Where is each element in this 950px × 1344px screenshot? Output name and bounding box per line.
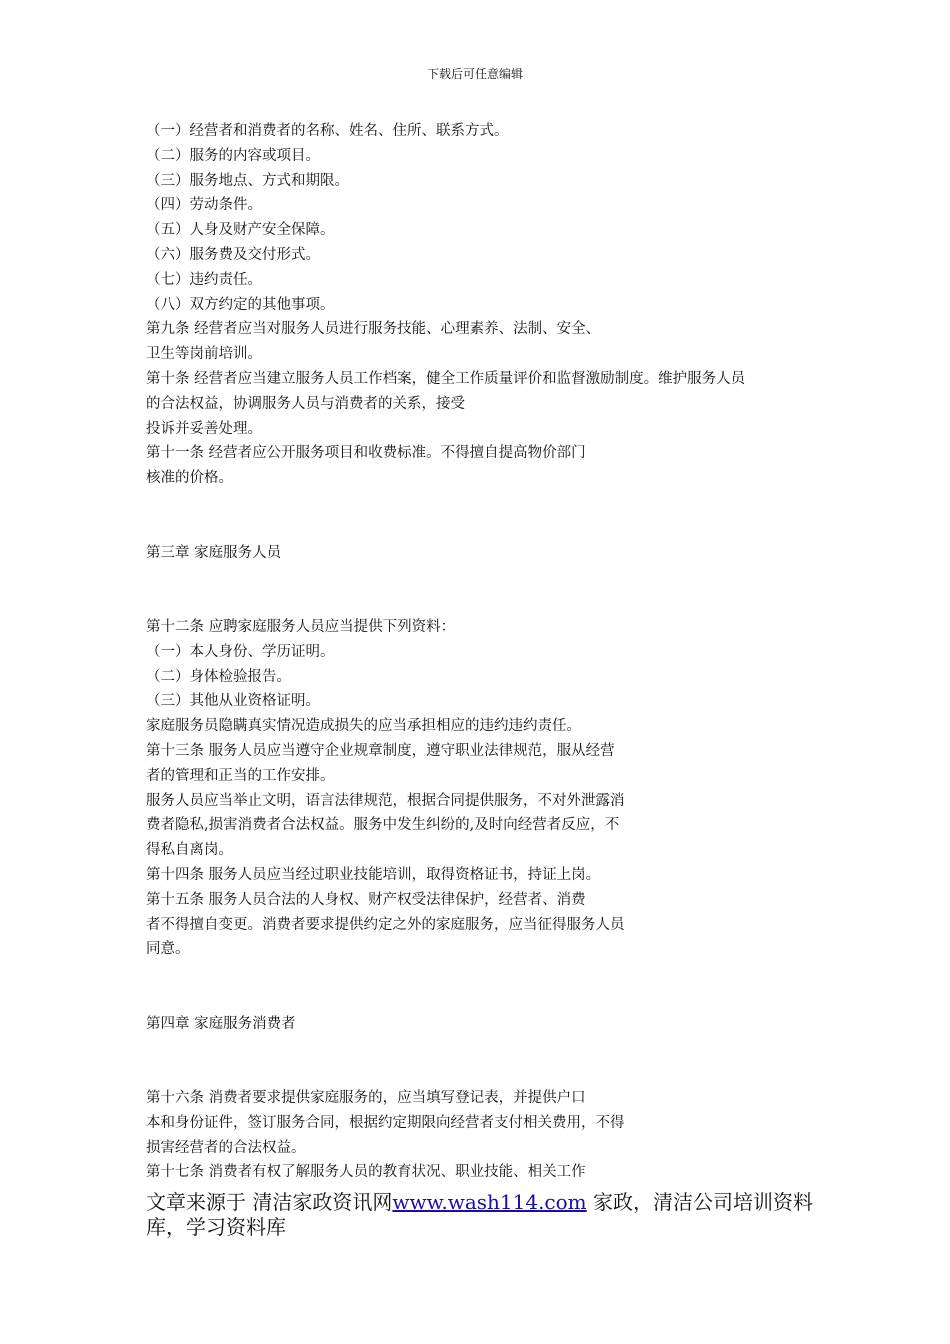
text-line: 的合法权益，协调服务人员与消费者的关系，接受: [146, 395, 465, 412]
text-line: （四）劳动条件。: [146, 197, 262, 214]
footer-prefix: 文章来源于 清洁家政资讯网: [146, 1190, 393, 1214]
footer-suffix: 家政，清洁公司培训资料库，学习资料库: [146, 1190, 813, 1239]
text-line: （六）服务费及交付形式。: [146, 246, 320, 263]
text-line: 第十六条 消费者要求提供家庭服务的，应当填写登记表，并提供户口: [146, 1090, 586, 1107]
text-line: 第十二条 应聘家庭服务人员应当提供下列资料：: [146, 618, 456, 635]
text-line: 第十条 经营者应当建立服务人员工作档案，健全工作质量评价和监督激励制度。维护服务人员: [146, 370, 746, 387]
text-line: （五）人身及财产安全保障。: [146, 222, 335, 239]
text-line: 损害经营者的合法权益。: [146, 1139, 306, 1156]
chapter-heading: 第三章 家庭服务人员: [146, 544, 282, 561]
text-line: 核准的价格。: [146, 470, 233, 487]
text-line: 第十七条 消费者有权了解服务人员的教育状况、职业技能、相关工作: [146, 1164, 586, 1181]
text-line: 得私自离岗。: [146, 842, 233, 859]
blank-gap: [146, 1036, 816, 1086]
text-line: （三）其他从业资格证明。: [146, 693, 320, 710]
text-line: （七）违约责任。: [146, 271, 262, 288]
text-line: （一）经营者和消费者的名称、姓名、住所、联系方式。: [146, 123, 509, 139]
text-line: 第十三条 服务人员应当遵守企业规章制度，遵守职业法律规范，服从经营: [146, 742, 615, 759]
text-line: （二）身体检验报告。: [146, 668, 291, 685]
text-line: 服务人员应当举止文明，语言法律规范，根据合同提供服务，不对外泄露消: [146, 792, 625, 809]
text-line: 同意。: [146, 941, 190, 958]
blank-gap: [146, 962, 816, 1012]
text-line: （二）服务的内容或项目。: [146, 147, 320, 164]
text-line: 第十四条 服务人员应当经过职业技能培训，取得资格证书，持证上岗。: [146, 866, 601, 883]
text-line: （三）服务地点、方式和期限。: [146, 172, 349, 189]
blank-gap: [146, 491, 816, 541]
text-line: 第十一条 经营者应公开服务项目和收费标准。不得擅自提高物价部门: [146, 445, 586, 462]
text-line: 者的管理和正当的工作安排。: [146, 767, 335, 784]
text-line: 费者隐私,损害消费者合法权益。服务中发生纠纷的,及时向经营者反应，不: [146, 817, 620, 834]
blank-gap: [146, 565, 816, 615]
source-link[interactable]: www.wash114.com: [392, 1190, 587, 1214]
page-header: 下载后可任意编辑: [426, 67, 523, 81]
text-line: 投诉并妥善处理。: [146, 420, 262, 437]
text-line: 卫生等岗前培训。: [146, 346, 262, 363]
text-line: 第九条 经营者应当对服务人员进行服务技能、心理素养、法制、安全、: [146, 321, 601, 338]
document-body: [146, 119, 816, 1185]
text-line: 家庭服务员隐瞒真实情况造成损失的应当承担相应的违约违约责任。: [146, 718, 581, 735]
text-line: 者不得擅自变更。消费者要求提供约定之外的家庭服务，应当征得服务人员: [146, 916, 625, 933]
text-line: （八）双方约定的其他事项。: [146, 296, 335, 313]
source-footer: [146, 1190, 816, 1240]
chapter-heading: 第四章 家庭服务消费者: [146, 1015, 296, 1032]
text-line: （一）本人身份、学历证明。: [146, 643, 335, 660]
text-line: 第十五条 服务人员合法的人身权、财产权受法律保护，经营者、消费: [146, 891, 586, 908]
text-line: 本和身份证件，签订服务合同，根据约定期限向经营者支付相关费用，不得: [146, 1114, 625, 1131]
